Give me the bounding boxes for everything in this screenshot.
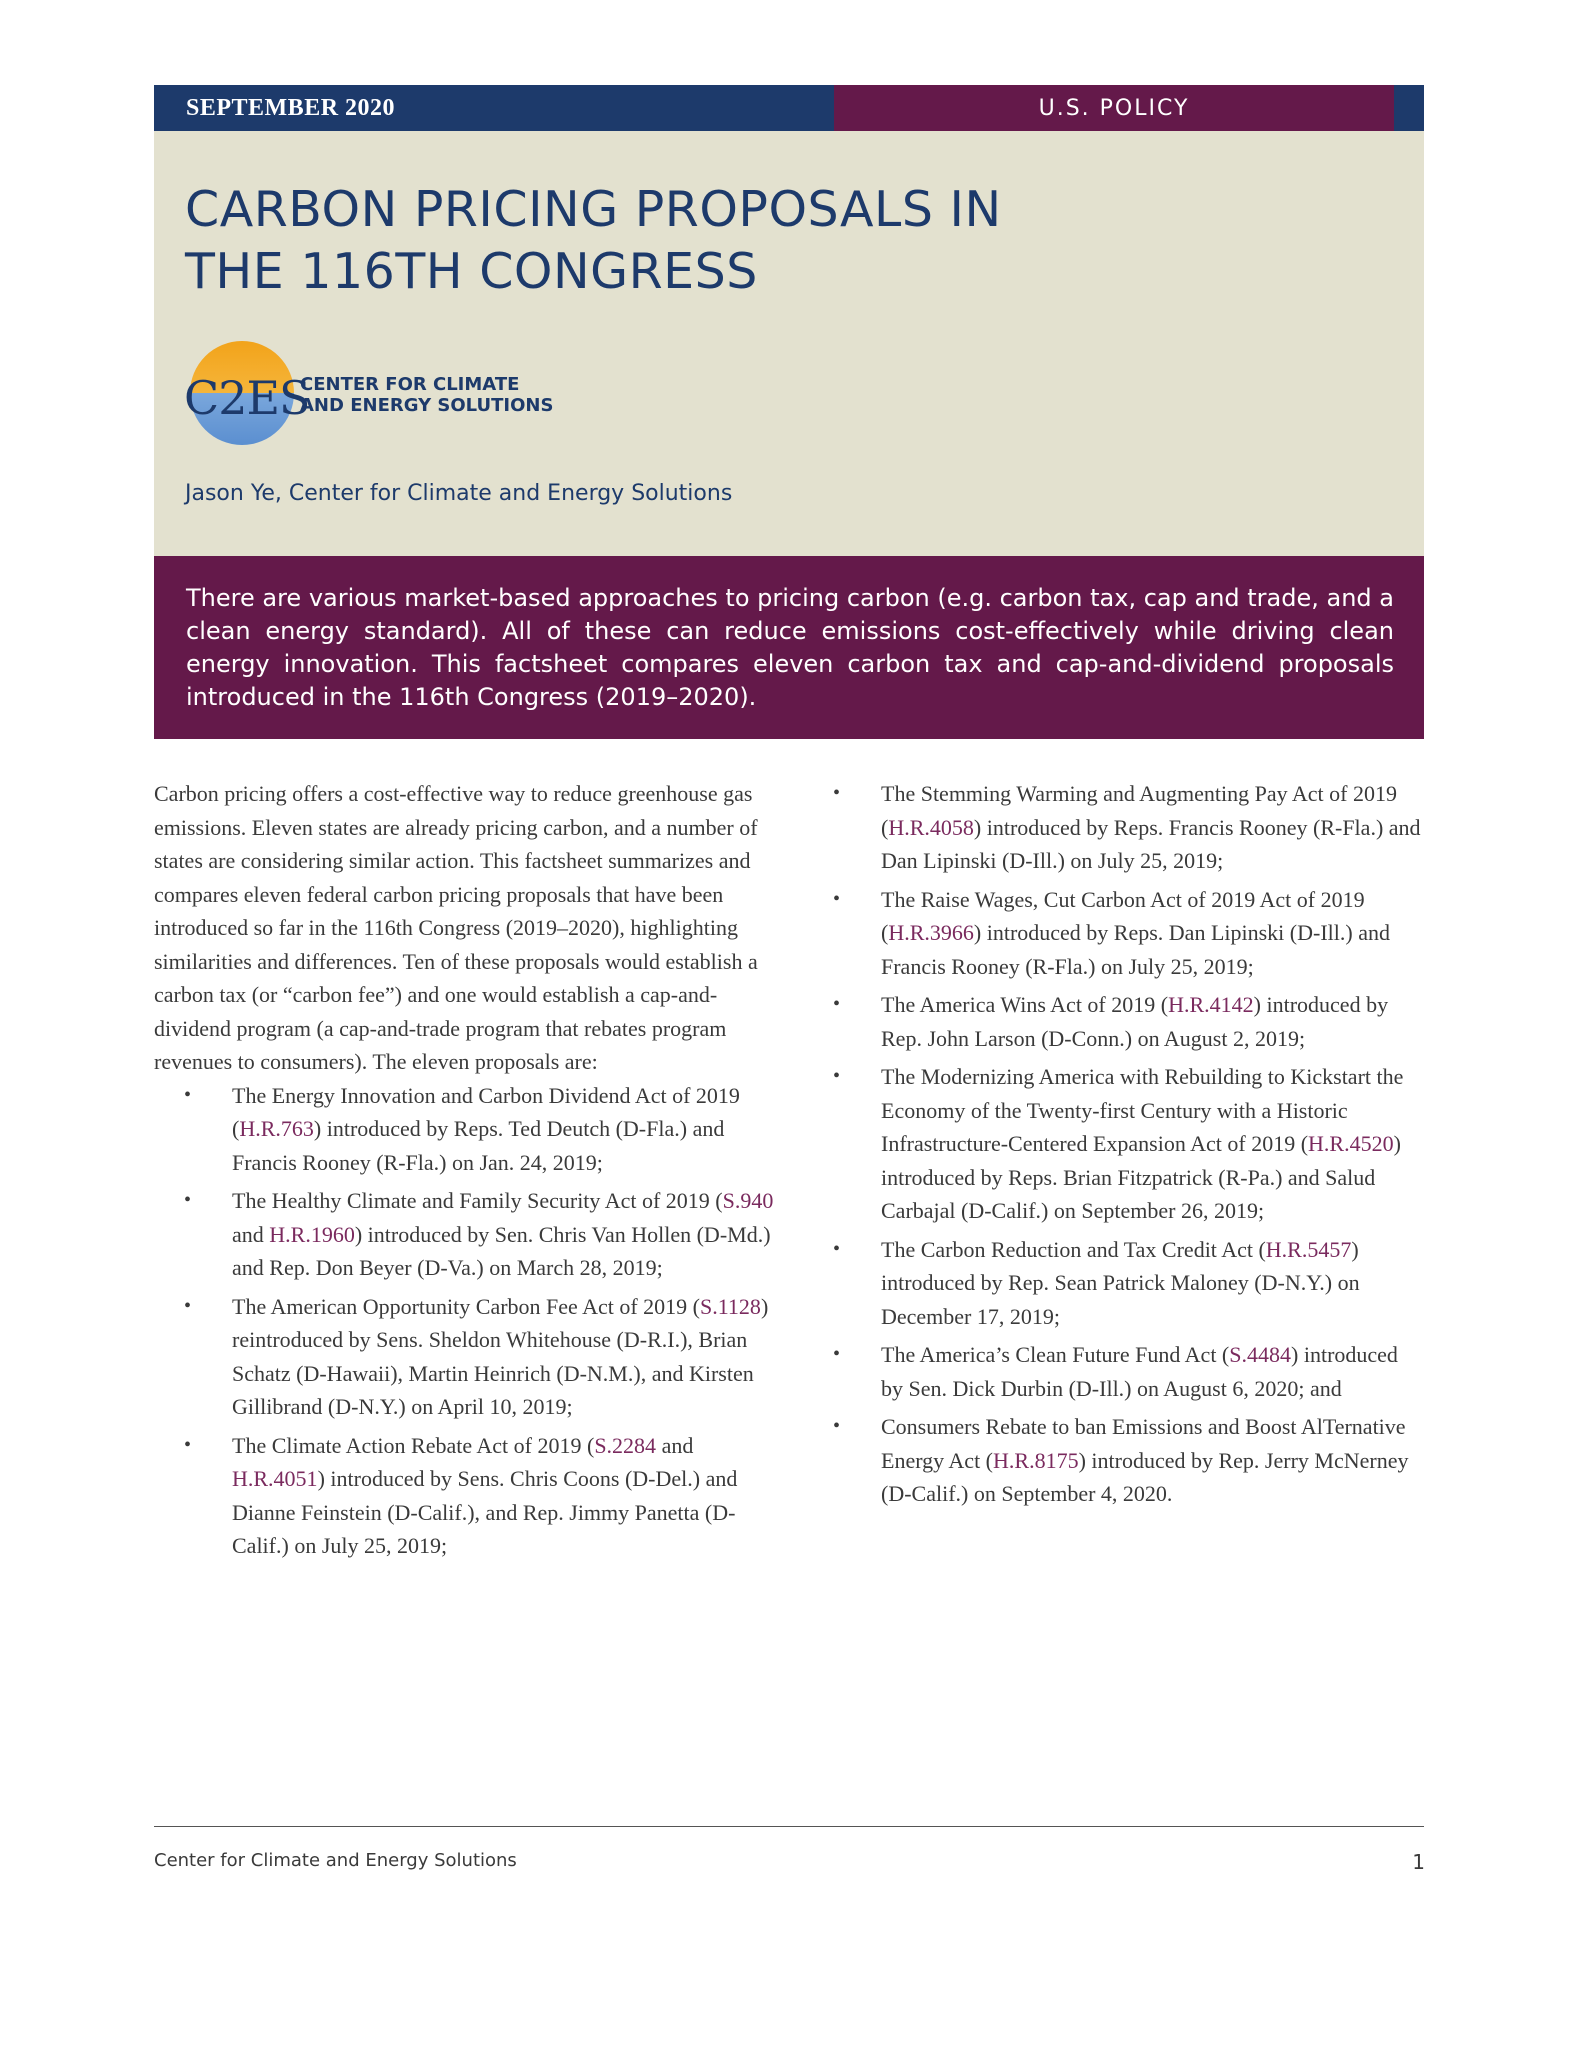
proposal-text: ) introduced by Reps. Francis Rooney (R-Fla.) and Dan Lipinski (D-Ill.) on July 25, 2019; <box>881 814 1421 873</box>
proposal-text: ) introduced by Reps. Dan Lipinski (D-Ill.) and Francis Rooney (R-Fla.) on July 25, 2019; <box>881 920 1390 979</box>
logo-wordmark <box>300 374 553 416</box>
footer-divider <box>154 1826 1424 1827</box>
proposal-item <box>833 1338 1425 1405</box>
bill-link[interactable]: H.R.8175 <box>993 1447 1079 1473</box>
proposal-text: ) introduced by Sen. Chris Van Hollen (D-Md.) and Rep. Don Beyer (D-Va.) on March 28, 2019; <box>232 1221 771 1280</box>
bill-link[interactable]: H.R.5457 <box>1265 1236 1352 1262</box>
proposal-item <box>833 883 1425 984</box>
c2es-logo <box>184 341 554 456</box>
footer-organization: Center for Climate and Energy Solutions <box>154 1850 517 1871</box>
proposal-text: The American Opportunity Carbon Fee Act of 2019 ( <box>232 1293 701 1319</box>
bill-link[interactable]: H.R.4051 <box>232 1466 318 1491</box>
page-number: 1 <box>1412 1850 1425 1874</box>
proposal-text: ) introduced by Reps. Brian Fitzpatrick (R-Pa.) and Salud Carbajal (D-Calif.) on September 26, 2019; <box>881 1131 1401 1223</box>
proposal-text: The Modernizing America with Rebuilding to Kickstart the Economy of the Twenty-first Century with a Historic Infrastructure-Centered Expansion Act of 2019 ( <box>881 1064 1404 1156</box>
proposal-text: The Climate Action Rebate Act of 2019 ( <box>232 1432 595 1458</box>
logo-line-1: CENTER FOR CLIMATE <box>300 374 520 395</box>
bill-link[interactable]: S.2284 <box>594 1432 657 1458</box>
proposal-item <box>184 1184 774 1285</box>
bill-link[interactable]: S.4484 <box>1229 1342 1292 1367</box>
proposal-text: ) introduced by Sens. Chris Coons (D-Del.) and Dianne Feinstein (D-Calif.), and Rep. Jimmy Panetta (D-Calif.) on July 25, 2019; <box>232 1466 738 1558</box>
intro-paragraph: Carbon pricing offers a cost-effective way to reduce greenhouse gas emissions. Eleven states are already pricing carbon, and a number of states are considering similar action. This factsheet summarizes and compares eleven federal carbon pricing proposals that have been introduced so far in the 116th Congress (2019–2020), highlighting similarities and differences. Ten of these proposals would establish a carbon tax (or “carbon fee”) and one would establish a cap-and-dividend program (a cap-and-trade program that rebates program revenues to consumers). The eleven proposals are: <box>154 781 758 1074</box>
proposal-list-left <box>184 1079 774 1563</box>
bill-link[interactable]: H.R.1960 <box>269 1221 355 1247</box>
header-bar-end <box>1394 85 1424 131</box>
date-label: SEPTEMBER 2020 <box>154 85 834 131</box>
proposal-text: The Energy Innovation and Carbon Dividend Act of 2019 ( <box>232 1082 740 1141</box>
proposal-text: The America’s Clean Future Fund Act ( <box>881 1342 1230 1367</box>
summary-box: There are various market-based approaches to pricing carbon (e.g. carbon tax, cap and trade, and a clean energy standard). All of these can reduce emissions cost-effectively while driving clean energy innovation. This factsheet compares eleven carbon tax and cap-and-dividend proposals introduced in the 116th Congress (2019–2020). <box>154 556 1424 739</box>
bill-link[interactable]: S.1128 <box>700 1293 761 1319</box>
proposal-text: ) introduced by Rep. Jerry McNerney (D-Calif.) on September 4, 2020. <box>881 1447 1409 1506</box>
title-line-2: THE 116TH CONGRESS <box>185 243 758 300</box>
proposal-text: ) reintroduced by Sens. Sheldon Whitehouse (D-R.I.), Brian Schatz (D-Hawaii), Martin Heinrich (D-N.M.), and Kirsten Gillibrand (D-N.Y.) on April 10, 2019; <box>232 1293 769 1419</box>
proposal-text: The America Wins Act of 2019 ( <box>881 992 1169 1017</box>
page-title <box>185 179 1002 303</box>
proposal-item <box>833 1410 1425 1511</box>
bill-link[interactable]: H.R.763 <box>239 1116 314 1141</box>
proposal-list-right <box>833 777 1425 1511</box>
author-byline: Jason Ye, Center for Climate and Energy Solutions <box>185 481 733 506</box>
proposal-text: The Carbon Reduction and Tax Credit Act ( <box>881 1236 1266 1262</box>
proposal-item <box>833 1233 1425 1334</box>
proposal-text: ) introduced by Reps. Ted Deutch (D-Fla.) and Francis Rooney (R-Fla.) on Jan. 24, 2019; <box>232 1116 725 1175</box>
category-label: U.S. POLICY <box>834 85 1394 131</box>
proposal-item <box>184 1429 774 1563</box>
proposal-text: The Healthy Climate and Family Security Act of 2019 ( <box>232 1188 723 1213</box>
left-column <box>154 777 774 1568</box>
logo-line-2: AND ENERGY SOLUTIONS <box>300 395 554 416</box>
proposal-item <box>833 777 1425 878</box>
bill-link[interactable]: H.R.4142 <box>1168 992 1254 1017</box>
proposal-item <box>833 988 1425 1055</box>
title-line-1: CARBON PRICING PROPOSALS IN <box>185 181 1002 238</box>
proposal-text: Consumers Rebate to ban Emissions and Boost AlTernative Energy Act ( <box>881 1414 1406 1473</box>
proposal-text: and <box>232 1221 270 1247</box>
bill-link[interactable]: H.R.4058 <box>888 814 974 840</box>
logo-mark: C2ES <box>184 371 310 425</box>
proposal-text: The Stemming Warming and Augmenting Pay Act of 2019 ( <box>881 781 1397 840</box>
header-bar <box>154 85 1424 131</box>
proposal-text: ) introduced by Sen. Dick Durbin (D-Ill.) on August 6, 2020; and <box>881 1342 1398 1401</box>
proposal-text: The Raise Wages, Cut Carbon Act of 2019 Act of 2019 ( <box>881 886 1365 945</box>
right-column <box>833 777 1425 1516</box>
proposal-item <box>833 1060 1425 1228</box>
bill-link[interactable]: S.940 <box>722 1188 774 1213</box>
proposal-item <box>184 1079 774 1180</box>
proposal-text: ) introduced by Rep. John Larson (D-Conn.) on August 2, 2019; <box>881 992 1389 1051</box>
proposal-item <box>184 1290 774 1424</box>
proposal-text: ) introduced by Rep. Sean Patrick Maloney (D-N.Y.) on December 17, 2019; <box>881 1236 1360 1329</box>
proposal-text: and <box>656 1432 694 1458</box>
bill-link[interactable]: H.R.3966 <box>888 920 974 945</box>
bill-link[interactable]: H.R.4520 <box>1308 1131 1394 1156</box>
title-panel <box>154 131 1424 556</box>
